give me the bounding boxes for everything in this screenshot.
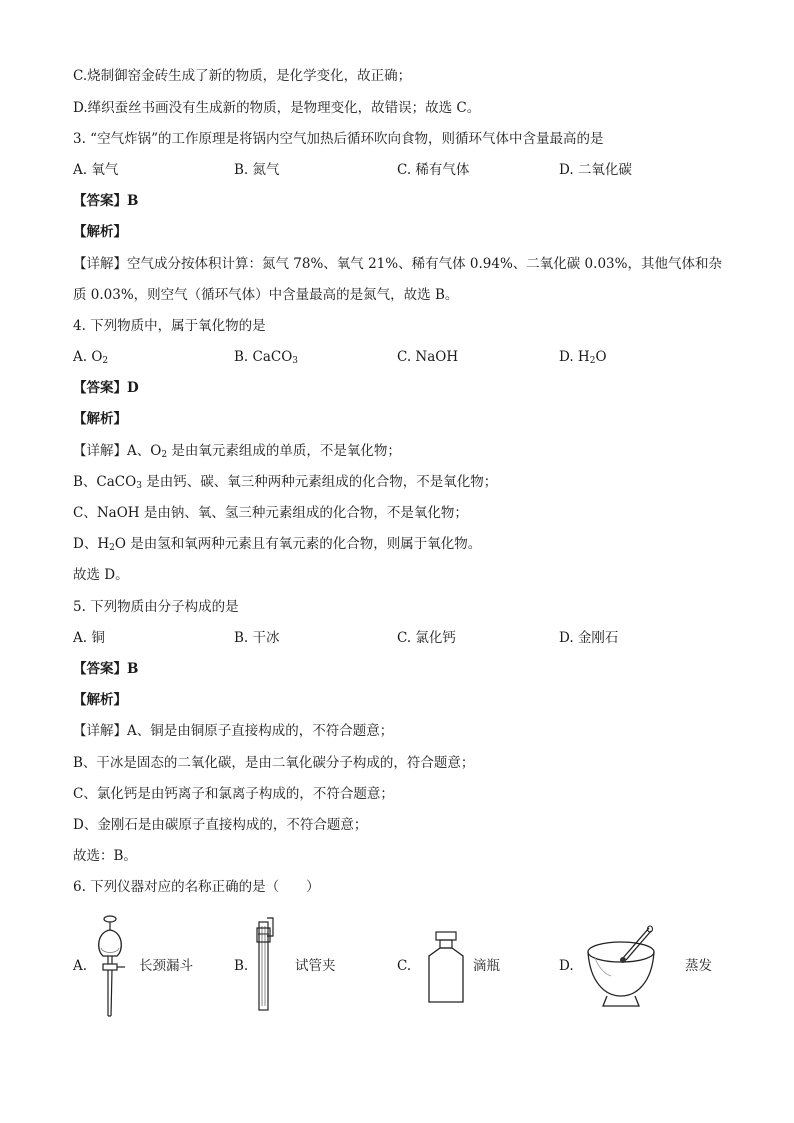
analysis-label: 【解析】 (73, 224, 127, 240)
q5-option-c: C. 氯化钙 (397, 630, 456, 646)
text-line: B、CaCO$_3$ 是由钙、碳、氧三种两种元素组成的化合物，不是氧化物； (73, 474, 498, 491)
q6-option-b-letter: B. (234, 958, 249, 974)
q4-option-d: D. $H_2O$ (559, 349, 607, 366)
text-line: 故选 D。 (73, 567, 129, 583)
question-6: 6. 下列仪器对应的名称正确的是（ ） (73, 879, 320, 895)
text-line: 【详解】A、铜是由铜原子直接构成的，不符合题意； (73, 723, 394, 739)
text-line: 故选：B。 (73, 848, 137, 864)
test-tube-holder-icon (253, 914, 277, 1014)
text-line: B、干冰是固态的二氧化碳，是由二氧化碳分子构成的，符合题意； (73, 755, 475, 771)
text-line: 【详解】A、$O_2$ 是由氧元素组成的单质，不是氧化物； (73, 443, 401, 460)
text-line: 【详解】空气成分按体积计算：氮气 78%、氧气 21%、稀有气体 0.94%、二氧化碳 0.03%，其他气体和杂 (73, 256, 722, 272)
answer-label: 【答案】B (73, 193, 139, 209)
analysis-label: 【解析】 (73, 692, 127, 708)
text-line: C.烧制御窑金砖生成了新的物质，是化学变化，故正确； (73, 68, 412, 84)
answer-label: 【答案】D (73, 380, 139, 396)
analysis-label: 【解析】 (73, 411, 127, 427)
q3-option-d: D. 二氧化碳 (559, 162, 632, 178)
text-line: D、金刚石是由碳原子直接构成的，不符合题意； (73, 817, 368, 833)
q3-option-a: A. 氧气 (73, 162, 119, 178)
q4-option-b: B. CaCO$_3$ (234, 349, 299, 366)
q5-option-a: A. 铜 (73, 630, 105, 646)
q6-option-d-name: 蒸发 (685, 958, 712, 974)
mortar-pestle-icon (585, 924, 657, 1010)
question-3: 3. “空气炸锅”的工作原理是将锅内空气加热后循环吹向食物，则循环气体中含量最高的是 (73, 131, 604, 147)
q4-option-a: A. $O_2$ (73, 349, 109, 366)
q3-option-b: B. 氮气 (234, 162, 280, 178)
text-line: D、$H_2O$ 是由氢和氧两种元素且有氧元素的化合物，则属于氧化物。 (73, 536, 482, 553)
text-line: 质 0.03%，则空气（循环气体）中含量最高的是氮气，故选 B。 (73, 287, 459, 303)
q6-option-a-letter: A. (73, 958, 88, 974)
text-line: C、氯化钙是由钙离子和氯离子构成的，不符合题意； (73, 786, 394, 802)
question-5: 5. 下列物质由分子构成的是 (73, 599, 239, 615)
answer-label: 【答案】B (73, 661, 139, 677)
q6-option-c-letter: C. (397, 958, 412, 974)
q5-option-d: D. 金刚石 (559, 630, 619, 646)
text-line: D.缂织蚕丝书画没有生成新的物质，是物理变化，故错误；故选 C。 (73, 100, 481, 116)
q6-option-a-name: 长颈漏斗 (139, 958, 193, 974)
reagent-bottle-icon (425, 930, 467, 1006)
separatory-funnel-icon (93, 912, 137, 1022)
question-4: 4. 下列物质中，属于氧化物的是 (73, 318, 266, 334)
q4-option-c: C. NaOH (397, 349, 459, 365)
q6-option-c-name: 滴瓶 (473, 958, 500, 974)
q6-option-b-name: 试管夹 (295, 958, 336, 974)
q5-option-b: B. 干冰 (234, 630, 280, 646)
text-line: C、NaOH 是由钠、氧、氢三种元素组成的化合物，不是氧化物； (73, 505, 468, 521)
q3-option-c: C. 稀有气体 (397, 162, 470, 178)
q6-option-d-letter: D. (559, 958, 574, 974)
